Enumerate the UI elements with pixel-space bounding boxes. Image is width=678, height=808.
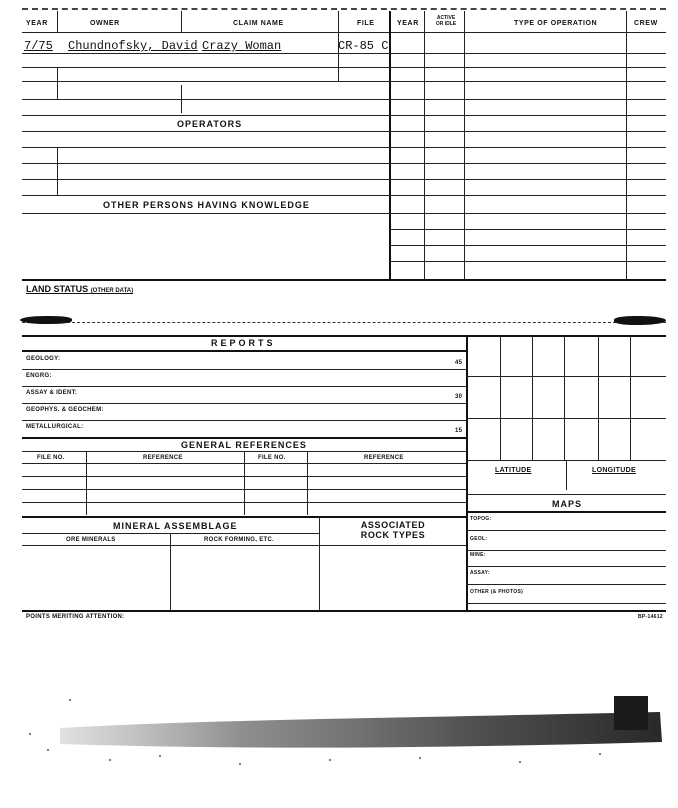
maps-row-line — [466, 603, 666, 604]
row-line — [22, 131, 666, 132]
col-sep — [319, 516, 320, 610]
bottom-rule — [22, 610, 666, 612]
row-line — [390, 261, 666, 262]
reports-heading: REPORTS — [211, 338, 276, 348]
maps-heading: MAPS — [552, 499, 583, 509]
report-row-number: 15 — [455, 428, 463, 434]
row-line — [22, 213, 666, 214]
points-meriting-attention: POINTS MERITING ATTENTION: — [26, 614, 125, 620]
header-crew: CREW — [634, 20, 658, 27]
grid-line — [466, 376, 666, 377]
col-sep — [424, 11, 425, 279]
other-persons-heading: OTHER PERSONS HAVING KNOWLEDGE — [103, 200, 310, 210]
entry-year: 7/75 — [24, 39, 53, 53]
report-row-line — [22, 369, 466, 370]
smudge-right — [614, 316, 666, 325]
grid-line — [630, 335, 631, 460]
maps-row-line — [466, 584, 666, 585]
lat-long-sep — [566, 460, 567, 490]
form-number: BP-14612 — [638, 614, 663, 620]
general-refs-heading: GENERAL REFERENCES — [181, 440, 307, 450]
report-row-line — [22, 386, 466, 387]
rock-forming-label: ROCK FORMING, ETC. — [204, 537, 275, 543]
col-sep — [307, 451, 308, 515]
col-sep — [86, 451, 87, 515]
maps-row-label: TOPOG: — [470, 516, 492, 522]
col-sep — [626, 11, 627, 279]
header-year: YEAR — [26, 20, 48, 27]
entry-claim-name: Crazy Woman — [202, 39, 282, 53]
row-line — [22, 67, 666, 68]
report-row-line — [22, 403, 466, 404]
general-refs-file-no: FILE NO. — [37, 455, 65, 461]
entry-owner: Chundnofsky, David — [68, 39, 198, 53]
col-sep — [181, 11, 182, 32]
row-line — [22, 195, 666, 196]
col-sep — [57, 147, 58, 195]
maps-row-label: MINE: — [470, 552, 486, 558]
grid-line — [598, 335, 599, 460]
row-line — [22, 99, 666, 100]
col-sep — [57, 11, 58, 32]
header-active-or-idle — [428, 15, 464, 27]
grid-line — [466, 418, 666, 419]
grid-line — [500, 335, 501, 460]
reports-header-rule — [22, 350, 466, 352]
rock-types-label: ROCK TYPES — [360, 530, 426, 540]
row-line — [22, 179, 666, 180]
entry-file: CR-85 C — [338, 39, 389, 53]
mineral-line — [22, 545, 466, 546]
mineral-top — [22, 516, 466, 518]
land-status-heading — [26, 284, 133, 294]
report-row-number: 45 — [455, 360, 463, 366]
section-rule — [22, 279, 666, 281]
mineral-heading: MINERAL ASSEMBLAGE — [113, 521, 238, 531]
report-row-label: ENGRG: — [26, 373, 52, 379]
associated-rock-types — [328, 520, 458, 540]
col-sep — [57, 67, 58, 99]
header-active-label: ACTIVE — [436, 15, 456, 21]
row-line — [22, 147, 666, 148]
report-row-label: GEOPHYS. & GEOCHEM: — [26, 407, 104, 413]
general-refs-reference-2: REFERENCE — [364, 455, 404, 461]
row-line — [390, 245, 666, 246]
header-underline — [22, 32, 666, 33]
maps-row-label: GEOL: — [470, 536, 488, 542]
report-row-label: GEOLOGY: — [26, 356, 61, 362]
longitude-label: LONGITUDE — [592, 467, 636, 474]
header-idle-label: OR IDLE — [435, 21, 457, 27]
general-refs-top — [22, 437, 466, 439]
maps-header-rule — [466, 511, 666, 513]
scan-smear — [0, 690, 678, 808]
maps-row-line — [466, 530, 666, 531]
col-sep — [170, 533, 171, 610]
land-status-note: (OTHER DATA) — [90, 288, 134, 294]
ore-minerals-label: ORE MINERALS — [66, 537, 116, 543]
report-row-label: ASSAY & IDENT: — [26, 390, 78, 396]
maps-top — [466, 494, 666, 495]
divider-line — [22, 322, 666, 323]
col-sep — [464, 11, 465, 279]
col-sep-main — [389, 11, 391, 279]
row-line — [390, 229, 666, 230]
col-sep — [244, 451, 245, 515]
operators-heading: OPERATORS — [177, 119, 243, 129]
smudge-left — [20, 316, 72, 324]
maps-row-label: ASSAY: — [470, 570, 490, 576]
land-status-label: LAND STATUS — [26, 284, 89, 294]
associated-label: ASSOCIATED — [360, 520, 426, 530]
report-row-line — [22, 420, 466, 421]
reports-top-rule — [22, 335, 666, 337]
header-file: FILE — [357, 20, 375, 27]
top-border — [22, 8, 666, 10]
report-row-number: 30 — [455, 394, 463, 400]
header-year-2: YEAR — [397, 20, 419, 27]
header-type-of-operation: TYPE OF OPERATION — [514, 20, 598, 27]
latitude-label: LATITUDE — [495, 467, 532, 474]
general-refs-reference: REFERENCE — [143, 455, 183, 461]
row-line — [22, 163, 666, 164]
report-row-label: METALLURGICAL: — [26, 424, 84, 430]
maps-row-label: OTHER (& PHOTOS) — [470, 589, 524, 595]
row-line — [22, 115, 666, 116]
header-claim-name: CLAIM NAME — [233, 20, 284, 27]
col-sep — [181, 85, 182, 113]
row-line — [22, 53, 666, 54]
general-refs-file-no-2: FILE NO. — [258, 455, 286, 461]
row-line — [22, 81, 666, 82]
grid-line — [564, 335, 565, 460]
header-owner: OWNER — [90, 20, 120, 27]
grid-line — [532, 335, 533, 460]
maps-row-line — [466, 566, 666, 567]
maps-row-line — [466, 550, 666, 551]
